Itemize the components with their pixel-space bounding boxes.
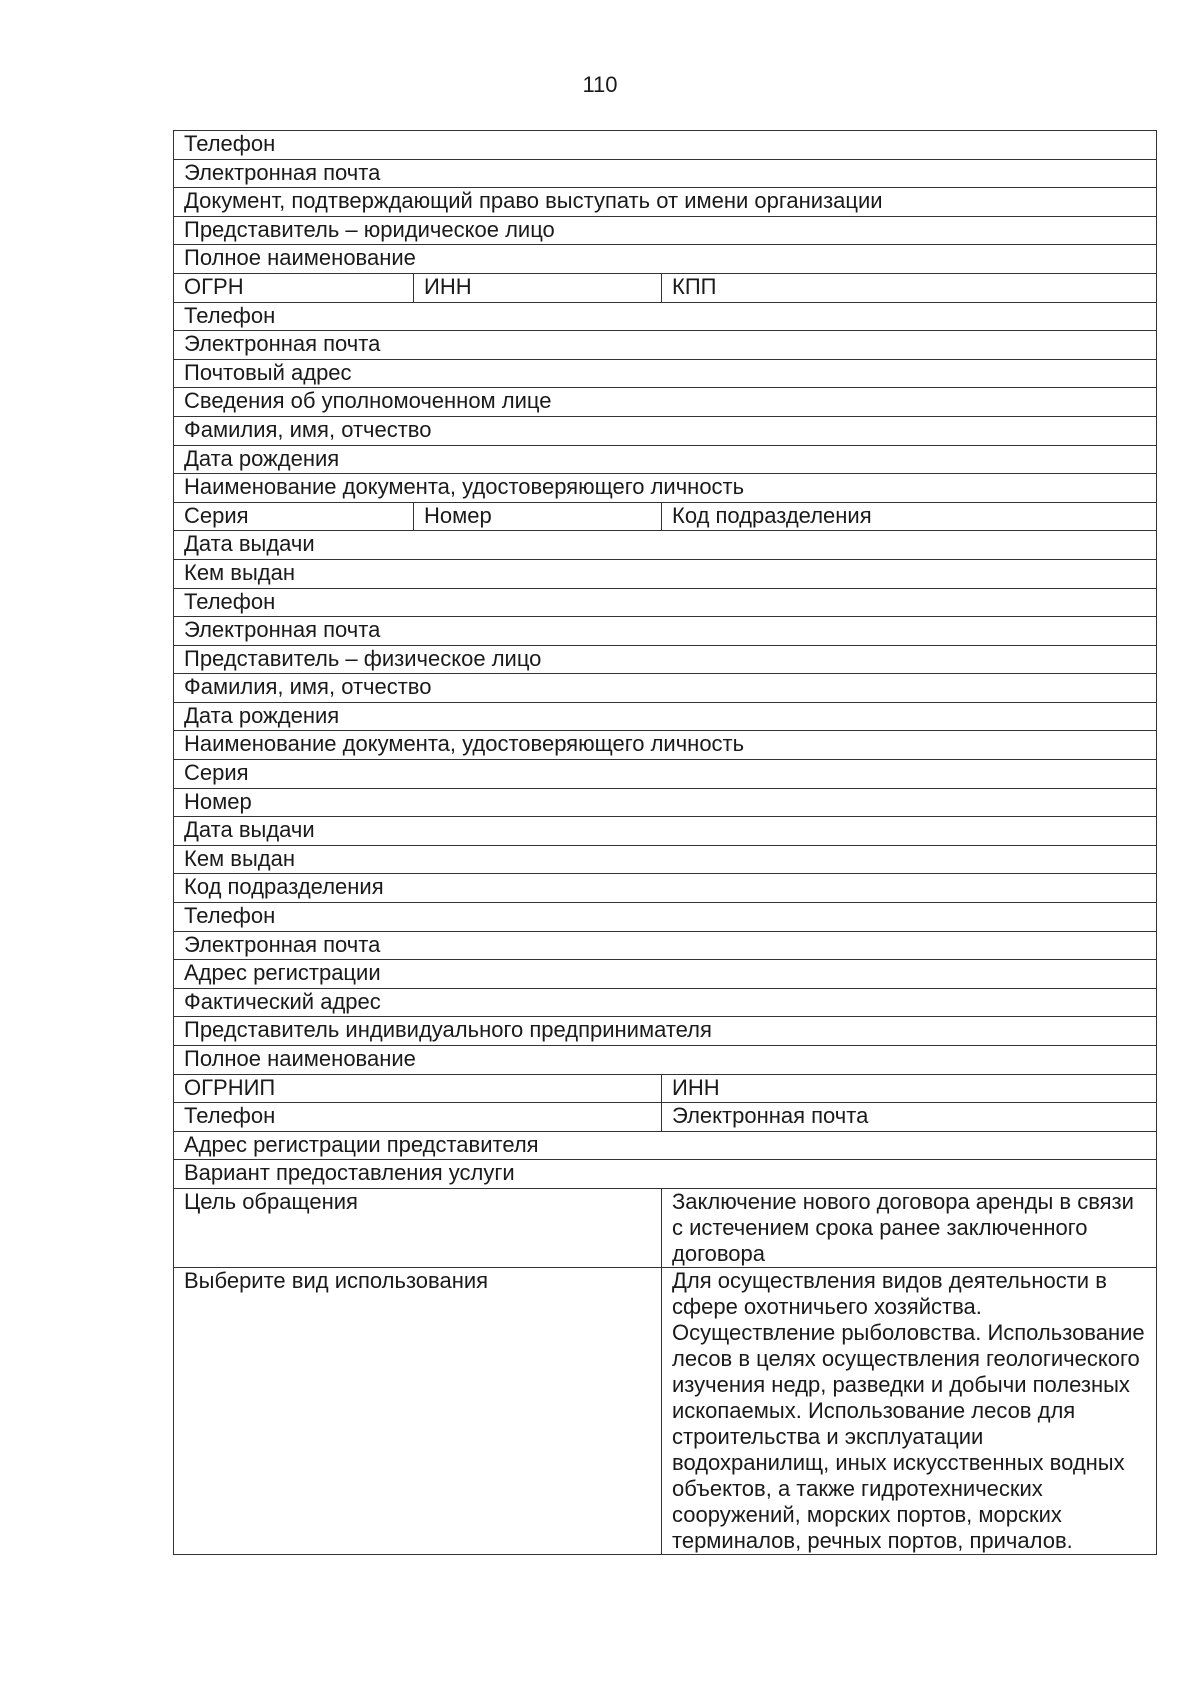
table-row xyxy=(174,960,1157,989)
inn-label: ИНН xyxy=(414,273,662,302)
row-label: Дата рождения xyxy=(174,445,1157,474)
number-label: Номер xyxy=(414,502,662,531)
ogrnip-label: ОГРНИП xyxy=(174,1074,662,1103)
purpose-value: Заключение нового договора аренды в связи с истечением срока ранее заключенного договора xyxy=(662,1188,1157,1267)
row-label: Дата выдачи xyxy=(174,817,1157,846)
table-row xyxy=(174,903,1157,932)
row-label: Код подразделения xyxy=(174,874,1157,903)
section-heading: Представитель индивидуального предпринимателя xyxy=(174,1017,1157,1046)
table-row xyxy=(174,245,1157,274)
row-label: Номер xyxy=(174,788,1157,817)
row-label: Наименование документа, удостоверяющего личность xyxy=(174,731,1157,760)
table-row xyxy=(174,931,1157,960)
section-heading: Представитель – юридическое лицо xyxy=(174,216,1157,245)
row-label: Электронная почта xyxy=(174,931,1157,960)
table-row xyxy=(174,988,1157,1017)
table-row xyxy=(174,302,1157,331)
table-row xyxy=(174,1267,1157,1554)
row-label: Дата рождения xyxy=(174,702,1157,731)
row-label: Фактический адрес xyxy=(174,988,1157,1017)
row-label: Телефон xyxy=(174,588,1157,617)
ogrn-label: ОГРН xyxy=(174,273,414,302)
table-row xyxy=(174,502,1157,531)
table-row xyxy=(174,331,1157,360)
section-heading: Сведения об уполномоченном лице xyxy=(174,388,1157,417)
row-label: Телефон xyxy=(174,131,1157,160)
kpp-label: КПП xyxy=(662,273,1157,302)
usage-label: Выберите вид использования xyxy=(174,1267,662,1554)
row-label: Кем выдан xyxy=(174,559,1157,588)
purpose-label: Цель обращения xyxy=(174,1188,662,1267)
row-label: Документ, подтверждающий право выступать от имени организации xyxy=(174,188,1157,217)
table-row xyxy=(174,674,1157,703)
table-row xyxy=(174,359,1157,388)
table-row xyxy=(174,1046,1157,1075)
table-row xyxy=(174,760,1157,789)
table-row xyxy=(174,474,1157,503)
row-label: Электронная почта xyxy=(174,331,1157,360)
table-row xyxy=(174,817,1157,846)
row-label: Полное наименование xyxy=(174,245,1157,274)
row-label: Адрес регистрации представителя xyxy=(174,1131,1157,1160)
table-row xyxy=(174,273,1157,302)
table-row xyxy=(174,874,1157,903)
row-label: Серия xyxy=(174,760,1157,789)
section-heading: Вариант предоставления услуги xyxy=(174,1160,1157,1189)
table-row xyxy=(174,416,1157,445)
usage-value: Для осуществления видов деятельности в сфере охотничьего хозяйства. Осуществление рыболовства. Использование лесов в целях осуществления геологического изучения недр, разведки и добычи полезных ископаемых. Использование лесов для строительства и эксплуатации водохранилищ, иных искусственных водных объектов, а также гидротехнических сооружений, морских портов, морских терминалов, речных портов, причалов. xyxy=(662,1267,1157,1554)
row-label: Телефон xyxy=(174,302,1157,331)
page-number: 110 xyxy=(582,72,618,97)
row-label: Фамилия, имя, отчество xyxy=(174,416,1157,445)
table-row xyxy=(174,702,1157,731)
row-label: Наименование документа, удостоверяющего личность xyxy=(174,474,1157,503)
phone-label: Телефон xyxy=(174,1103,662,1132)
row-label: Телефон xyxy=(174,903,1157,932)
series-label: Серия xyxy=(174,502,414,531)
table-row xyxy=(174,131,1157,160)
application-form-table xyxy=(173,130,1157,1555)
inn-label: ИНН xyxy=(662,1074,1157,1103)
row-label: Электронная почта xyxy=(174,159,1157,188)
table-row xyxy=(174,159,1157,188)
table-row xyxy=(174,788,1157,817)
row-label: Полное наименование xyxy=(174,1046,1157,1075)
table-row xyxy=(174,731,1157,760)
table-row xyxy=(174,216,1157,245)
table-row xyxy=(174,588,1157,617)
table-row xyxy=(174,531,1157,560)
table-row xyxy=(174,1160,1157,1189)
table-row xyxy=(174,617,1157,646)
table-row xyxy=(174,559,1157,588)
table-row xyxy=(174,1017,1157,1046)
table-row xyxy=(174,1188,1157,1267)
table-row xyxy=(174,1103,1157,1132)
row-label: Кем выдан xyxy=(174,845,1157,874)
table-row xyxy=(174,388,1157,417)
row-label: Дата выдачи xyxy=(174,531,1157,560)
table-row xyxy=(174,1074,1157,1103)
table-row xyxy=(174,645,1157,674)
table-row xyxy=(174,188,1157,217)
division-code-label: Код подразделения xyxy=(662,502,1157,531)
email-label: Электронная почта xyxy=(662,1103,1157,1132)
table-row xyxy=(174,1131,1157,1160)
row-label: Адрес регистрации xyxy=(174,960,1157,989)
row-label: Электронная почта xyxy=(174,617,1157,646)
row-label: Почтовый адрес xyxy=(174,359,1157,388)
table-row xyxy=(174,845,1157,874)
table-row xyxy=(174,445,1157,474)
section-heading: Представитель – физическое лицо xyxy=(174,645,1157,674)
row-label: Фамилия, имя, отчество xyxy=(174,674,1157,703)
